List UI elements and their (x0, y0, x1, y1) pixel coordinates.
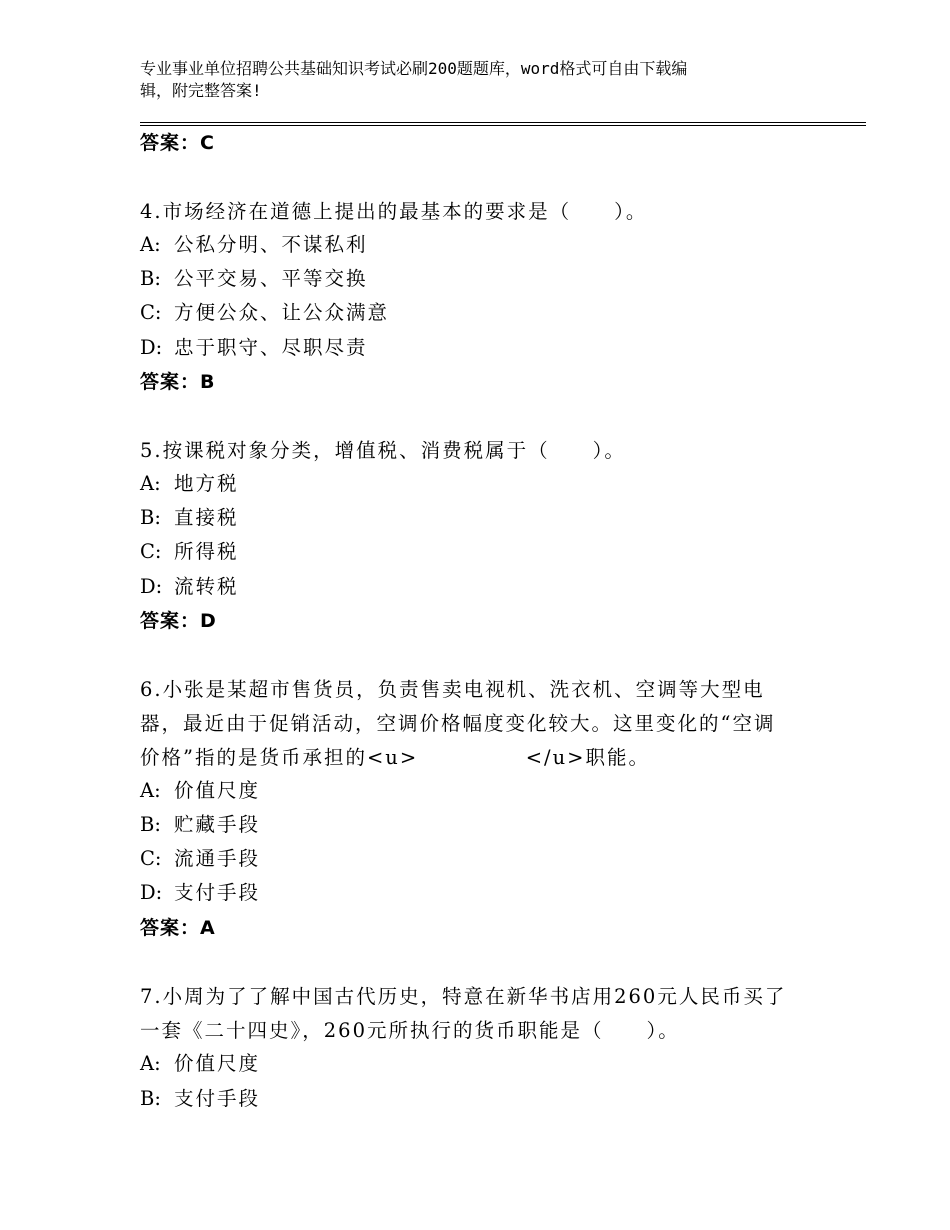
question-4-option-a (140, 232, 368, 258)
option-key: C: (140, 847, 162, 870)
option-text: 忠于职守、尽职尽责 (174, 336, 368, 359)
option-key: A: (140, 233, 161, 256)
page-header (140, 58, 840, 102)
option-key: D: (140, 575, 163, 598)
header-line-2: 辑，附完整答案! (140, 81, 262, 100)
option-text: 地方税 (174, 472, 239, 495)
header-line-1: 专业事业单位招聘公共基础知识考试必刷200题题库，word格式可自由下载编 (140, 59, 688, 78)
question-stem-line: 5.按课税对象分类，增值税、消费税属于（ ）。 (140, 439, 626, 462)
option-text: 价值尺度 (174, 779, 261, 802)
option-key: B: (140, 506, 161, 529)
option-key: A: (140, 472, 161, 495)
option-key: A: (140, 1052, 161, 1075)
answer-q6: 答案：A (140, 917, 216, 939)
question-stem-line: 价格”指的是货币承担的<u> </u>职能。 (140, 746, 651, 769)
header-rule-top (140, 122, 866, 123)
option-key: C: (140, 540, 162, 563)
question-4-option-c (140, 300, 389, 326)
question-5-option-d (140, 574, 239, 600)
option-text: 方便公众、让公众满意 (174, 301, 390, 324)
option-text: 流转税 (174, 575, 239, 598)
option-key: A: (140, 779, 161, 802)
question-5-stem (140, 434, 840, 468)
option-key: B: (140, 267, 161, 290)
option-key: D: (140, 881, 163, 904)
header-rule-bottom (140, 125, 866, 126)
option-text: 直接税 (174, 506, 239, 529)
option-key: C: (140, 301, 162, 324)
question-6-option-d (140, 880, 260, 906)
question-7-option-a (140, 1051, 260, 1077)
question-stem-line: 7.小周为了了解中国古代历史，特意在新华书店用260元人民币买了 (140, 985, 787, 1008)
question-5-option-a (140, 471, 239, 497)
option-text: 贮藏手段 (174, 813, 261, 836)
question-6-option-c (140, 846, 260, 872)
question-5-option-b (140, 505, 239, 531)
question-7-option-b (140, 1086, 260, 1112)
question-4-option-b (140, 266, 368, 292)
option-text: 支付手段 (174, 881, 261, 904)
question-6-option-a (140, 778, 260, 804)
answer-q4: 答案：B (140, 371, 216, 393)
question-4-stem (140, 195, 840, 229)
question-stem-line: 一套《二十四史》，260元所执行的货币职能是（ ）。 (140, 1019, 680, 1042)
option-key: B: (140, 813, 161, 836)
question-4-option-d (140, 335, 368, 361)
option-text: 公私分明、不谋私利 (174, 233, 368, 256)
question-6-stem (140, 673, 840, 775)
question-7-stem (140, 980, 840, 1048)
option-key: D: (140, 336, 163, 359)
question-stem-line: 4.市场经济在道德上提出的最基本的要求是（ ）。 (140, 200, 648, 223)
option-text: 支付手段 (174, 1087, 261, 1110)
option-text: 所得税 (174, 540, 239, 563)
answer-q3: 答案：C (140, 132, 215, 154)
option-text: 价值尺度 (174, 1052, 261, 1075)
answer-q5: 答案：D (140, 610, 217, 632)
option-text: 公平交易、平等交换 (174, 267, 368, 290)
option-text: 流通手段 (174, 847, 261, 870)
question-6-option-b (140, 812, 260, 838)
question-stem-line: 6.小张是某超市售货员，负责售卖电视机、洗衣机、空调等大型电 (140, 678, 765, 701)
question-5-option-c (140, 539, 239, 565)
question-stem-line: 器，最近由于促销活动，空调价格幅度变化较大。这里变化的“空调 (140, 712, 776, 735)
option-key: B: (140, 1087, 161, 1110)
